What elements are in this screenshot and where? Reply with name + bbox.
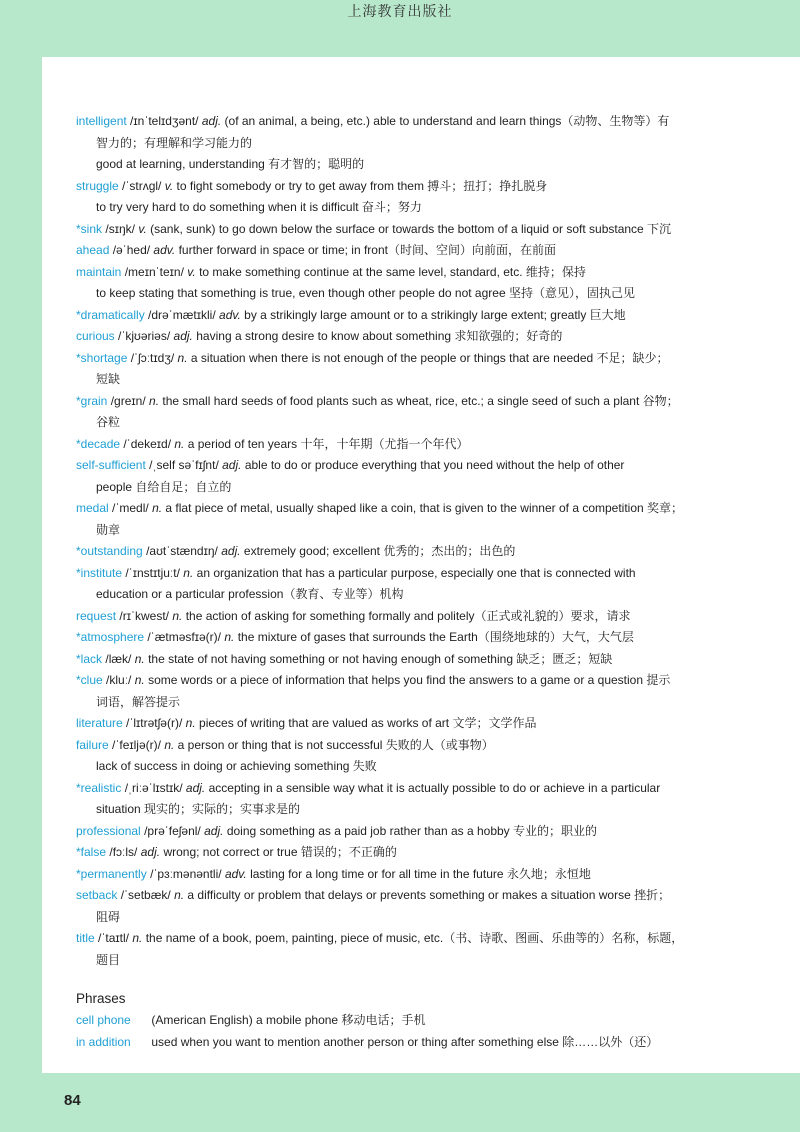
vocab-entry bbox=[76, 649, 716, 671]
definition-text: a period of ten years 十年，十年期（尤指一个年代） bbox=[187, 436, 469, 451]
entry-first-line bbox=[76, 434, 716, 456]
entry-first-line bbox=[76, 842, 716, 864]
entry-continuation-line bbox=[76, 283, 716, 305]
part-of-speech: adv. bbox=[153, 243, 176, 257]
entry-first-line bbox=[76, 563, 716, 585]
part-of-speech: n. bbox=[174, 888, 185, 902]
headword: *realistic bbox=[76, 780, 122, 795]
entry-continuation-line bbox=[76, 799, 716, 821]
headword: medal bbox=[76, 501, 109, 515]
definition-text: wrong; not correct or true 错误的；不正确的 bbox=[163, 845, 397, 859]
entry-continuation-line bbox=[76, 692, 716, 714]
entry-first-line bbox=[76, 240, 716, 262]
vocab-entry bbox=[76, 778, 716, 821]
part-of-speech: n. bbox=[152, 501, 163, 515]
entry-continuation-line bbox=[76, 197, 716, 219]
entry-first-line bbox=[76, 176, 716, 198]
phonetic: /ˈmedl/ bbox=[112, 501, 149, 515]
part-of-speech: n. bbox=[224, 630, 235, 644]
vocab-entry bbox=[76, 262, 716, 305]
vocab-entry bbox=[76, 885, 716, 928]
phonetic: /ˈætməsfɪə(r)/ bbox=[147, 630, 221, 644]
definition-text: lack of success in doing or achieving something 失败 bbox=[96, 759, 377, 773]
phonetic: /ˈstrʌɡl/ bbox=[122, 178, 162, 193]
entry-continuation-line bbox=[76, 520, 716, 542]
vocab-entry bbox=[76, 670, 716, 713]
part-of-speech: v. bbox=[138, 221, 147, 236]
vocab-entry bbox=[76, 176, 716, 219]
page-number: 84 bbox=[64, 1092, 81, 1109]
entry-first-line bbox=[76, 455, 716, 477]
headword: literature bbox=[76, 716, 123, 730]
vocabulary-list bbox=[76, 111, 716, 971]
part-of-speech: n. bbox=[177, 350, 188, 365]
headword: *shortage bbox=[76, 350, 128, 365]
entry-first-line bbox=[76, 305, 716, 327]
headword: maintain bbox=[76, 264, 122, 279]
definition-text: the small hard seeds of food plants such as wheat, rice, etc.; a single seed of such a plant 谷物； bbox=[162, 393, 679, 408]
headword: *atmosphere bbox=[76, 630, 145, 644]
definition-text: having a strong desire to know about something 求知欲强的；好奇的 bbox=[196, 329, 563, 343]
part-of-speech: n. bbox=[132, 931, 143, 945]
headword: title bbox=[76, 931, 95, 945]
definition-text: situation 现实的；实际的；实事求是的 bbox=[96, 802, 301, 816]
vocab-entry bbox=[76, 240, 716, 262]
definition-text: further forward in space or time; in front（时间、空间）向前面，在前面 bbox=[178, 243, 556, 257]
phonetic: /aʊtˈstændɪŋ/ bbox=[146, 544, 218, 558]
phrase-definition: (American English) a mobile phone 移动电话；手机 bbox=[151, 1013, 426, 1027]
vocab-entry bbox=[76, 305, 716, 327]
phonetic: /ˈtaɪtl/ bbox=[98, 931, 129, 945]
phonetic: /drəˈmætɪkli/ bbox=[148, 307, 216, 322]
phonetic: /əˈhed/ bbox=[112, 243, 151, 257]
headword: *false bbox=[76, 845, 107, 859]
vocab-entry bbox=[76, 627, 716, 649]
phonetic: /ˈdekeɪd/ bbox=[123, 436, 172, 451]
entry-continuation-line bbox=[76, 584, 716, 606]
part-of-speech: n. bbox=[164, 737, 175, 752]
part-of-speech: adj. bbox=[222, 458, 242, 472]
definition-text: some words or a piece of information that helps you find the answers to a game or a question 提示 bbox=[148, 673, 671, 687]
entry-first-line bbox=[76, 928, 716, 950]
part-of-speech: n. bbox=[149, 393, 160, 408]
headword: *dramatically bbox=[76, 307, 145, 322]
definition-text: the name of a book, poem, painting, piece of music, etc.（书、诗歌、图画、乐曲等的）名称，标题， bbox=[145, 931, 684, 945]
definition-text: extremely good; excellent 优秀的；杰出的；出色的 bbox=[243, 544, 516, 558]
vocab-entry bbox=[76, 111, 716, 176]
entry-first-line bbox=[76, 326, 716, 348]
part-of-speech: adj. bbox=[204, 823, 224, 838]
headword: *permanently bbox=[76, 866, 147, 881]
vocab-entry bbox=[76, 735, 716, 778]
definition-text: 阻碍 bbox=[96, 909, 121, 924]
entry-first-line bbox=[76, 735, 716, 757]
publisher-header: 上海教育出版社 bbox=[347, 4, 453, 20]
phonetic: /ˈɪnstɪtjuːt/ bbox=[125, 565, 180, 580]
definition-text: 勋章 bbox=[96, 522, 121, 537]
part-of-speech: n. bbox=[172, 608, 183, 623]
entry-continuation-line bbox=[76, 950, 716, 972]
phrase-item bbox=[76, 1032, 716, 1054]
headword: ahead bbox=[76, 243, 110, 257]
phonetic: /fɔːls/ bbox=[109, 845, 138, 859]
vocab-entry bbox=[76, 821, 716, 843]
phonetic: /ˈkjʊəriəs/ bbox=[118, 329, 171, 343]
vocab-entry bbox=[76, 434, 716, 456]
entry-first-line bbox=[76, 391, 716, 413]
vocab-entry bbox=[76, 326, 716, 348]
entry-first-line bbox=[76, 670, 716, 692]
entry-first-line bbox=[76, 713, 716, 735]
entry-first-line bbox=[76, 649, 716, 671]
definition-text: a situation when there is not enough of the people or things that are needed 不足；缺少； bbox=[190, 350, 669, 365]
definition-text: lasting for a long time or for all time in the future 永久地；永恒地 bbox=[250, 866, 591, 881]
headword: *lack bbox=[76, 651, 103, 666]
headword: struggle bbox=[76, 178, 119, 193]
entry-continuation-line bbox=[76, 412, 716, 434]
part-of-speech: n. bbox=[185, 716, 196, 730]
phonetic: /sɪŋk/ bbox=[105, 221, 135, 236]
entry-first-line bbox=[76, 885, 716, 907]
headword: *grain bbox=[76, 393, 108, 408]
part-of-speech: adj. bbox=[173, 329, 193, 343]
vocab-entry bbox=[76, 606, 716, 628]
vocab-entry bbox=[76, 498, 716, 541]
part-of-speech: n. bbox=[174, 436, 185, 451]
phrase-term: cell phone bbox=[76, 1013, 131, 1027]
entry-continuation-line bbox=[76, 154, 716, 176]
entry-first-line bbox=[76, 498, 716, 520]
definition-text: the mixture of gases that surrounds the Earth（围绕地球的）大气，大气层 bbox=[237, 630, 634, 644]
vocab-entry bbox=[76, 348, 716, 391]
part-of-speech: n. bbox=[183, 565, 194, 580]
definition-text: education or a particular profession（教育、专业等）机构 bbox=[96, 587, 404, 601]
entry-first-line bbox=[76, 541, 716, 563]
part-of-speech: adj. bbox=[185, 780, 206, 795]
definition-text: an organization that has a particular purpose, especially one that is connected with bbox=[196, 565, 636, 580]
definition-text: by a strikingly large amount or to a strikingly large extent; greatly 巨大地 bbox=[244, 307, 626, 322]
vocab-entry bbox=[76, 842, 716, 864]
entry-first-line bbox=[76, 627, 716, 649]
part-of-speech: adv. bbox=[219, 307, 241, 322]
entry-first-line bbox=[76, 348, 716, 370]
entry-first-line bbox=[76, 864, 716, 886]
definition-text: doing something as a paid job rather than as a hobby 专业的；职业的 bbox=[226, 823, 598, 838]
entry-first-line bbox=[76, 111, 716, 133]
entry-continuation-line bbox=[76, 477, 716, 499]
headword: *clue bbox=[76, 673, 103, 687]
vocab-entry bbox=[76, 864, 716, 886]
part-of-speech: adv. bbox=[224, 866, 247, 881]
definition-text: to make something continue at the same level, standard, etc. 维持；保持 bbox=[199, 264, 586, 279]
phonetic: /ˌself səˈfɪʃnt/ bbox=[149, 458, 219, 472]
phonetic: /meɪnˈteɪn/ bbox=[124, 264, 184, 279]
part-of-speech: adj. bbox=[221, 544, 241, 558]
definition-text: the action of asking for something formally and politely（正式或礼貌的）要求，请求 bbox=[185, 608, 631, 623]
entry-continuation-line bbox=[76, 756, 716, 778]
headword: setback bbox=[76, 888, 118, 902]
entry-first-line bbox=[76, 262, 716, 284]
definition-text: a person or thing that is not successful 失败的人（或事物） bbox=[177, 737, 494, 752]
entry-first-line bbox=[76, 778, 716, 800]
vocab-entry bbox=[76, 928, 716, 971]
part-of-speech: adj. bbox=[201, 114, 222, 128]
headword: request bbox=[76, 608, 117, 623]
definition-text: able to do or produce everything that you need without the help of other bbox=[244, 458, 625, 472]
phonetic: /ˈfeɪljə(r)/ bbox=[112, 737, 161, 752]
phonetic: /rɪˈkwest/ bbox=[119, 608, 169, 623]
entry-first-line bbox=[76, 219, 716, 241]
entry-first-line bbox=[76, 606, 716, 628]
definition-text: to try very hard to do something when it is difficult 奋斗；努力 bbox=[96, 200, 422, 214]
phonetic: /ɪnˈtelɪdʒənt/ bbox=[130, 114, 199, 128]
headword: failure bbox=[76, 737, 109, 752]
phonetic: /ˈlɪtrətʃə(r)/ bbox=[126, 716, 183, 730]
entry-continuation-line bbox=[76, 133, 716, 155]
vocab-entry bbox=[76, 219, 716, 241]
part-of-speech: v. bbox=[187, 264, 196, 279]
definition-text: 题目 bbox=[96, 952, 121, 967]
definition-text: accepting in a sensible way what it is actually possible to do or achieve in a particular bbox=[208, 780, 661, 795]
vocab-entry bbox=[76, 455, 716, 498]
entry-continuation-line bbox=[76, 907, 716, 929]
headword: professional bbox=[76, 823, 141, 838]
definition-text: 智力的；有理解和学习能力的 bbox=[96, 135, 253, 150]
definition-text: a flat piece of metal, usually shaped like a coin, that is given to the winner of a competition 奖章； bbox=[165, 501, 684, 515]
phrases-title: Phrases bbox=[76, 991, 126, 1006]
definition-text: pieces of writing that are valued as works of art 文学；文学作品 bbox=[199, 716, 537, 730]
phonetic: /ɡreɪn/ bbox=[110, 393, 146, 408]
headword: intelligent bbox=[76, 114, 127, 128]
phrase-item bbox=[76, 1010, 716, 1032]
phonetic: /ˈsetbæk/ bbox=[120, 888, 171, 902]
definition-text: good at learning, understanding 有才智的；聪明的 bbox=[96, 157, 365, 171]
entry-first-line bbox=[76, 821, 716, 843]
definition-text: (of an animal, a being, etc.) able to understand and learn things（动物、生物等）有 bbox=[224, 114, 670, 128]
definition-text: a difficulty or problem that delays or prevents something or makes a situation worse 挫折； bbox=[187, 888, 671, 902]
definition-text: 词语，解答提示 bbox=[96, 694, 181, 709]
phonetic: /kluː/ bbox=[106, 673, 132, 687]
part-of-speech: v. bbox=[164, 178, 174, 193]
definition-text: to keep stating that something is true, even though other people do not agree 坚持（意见），固执己见 bbox=[96, 286, 635, 300]
definition-text: the state of not having something or not having enough of something 缺乏；匮乏；短缺 bbox=[148, 651, 613, 666]
part-of-speech: n. bbox=[134, 651, 145, 666]
definition-text: (sank, sunk) to go down below the surface or towards the bottom of a liquid or soft substance 下沉 bbox=[150, 221, 672, 236]
phonetic: /ˈpɜːmənəntli/ bbox=[150, 866, 222, 881]
part-of-speech: n. bbox=[134, 673, 145, 687]
part-of-speech: adj. bbox=[140, 845, 161, 859]
headword: self-sufficient bbox=[76, 458, 146, 472]
headword: *outstanding bbox=[76, 544, 143, 558]
headword: curious bbox=[76, 329, 115, 343]
headword: *sink bbox=[76, 221, 103, 236]
definition-text: people 自给自足；自立的 bbox=[96, 479, 232, 494]
phrases-section bbox=[76, 988, 716, 1053]
headword: *institute bbox=[76, 565, 123, 580]
phonetic: /ˌriːəˈlɪstɪk/ bbox=[124, 780, 183, 795]
entry-continuation-line bbox=[76, 369, 716, 391]
headword: *decade bbox=[76, 436, 121, 451]
vocab-entry bbox=[76, 541, 716, 563]
vocab-entry bbox=[76, 563, 716, 606]
phrase-definition: used when you want to mention another person or thing after something else 除……以外（还） bbox=[151, 1034, 659, 1049]
definition-text: 短缺 bbox=[96, 372, 121, 386]
definition-text: 谷粒 bbox=[96, 415, 121, 429]
phrase-term: in addition bbox=[76, 1034, 131, 1049]
phonetic: /ˈʃɔːtɪdʒ/ bbox=[130, 350, 175, 365]
vocab-entry bbox=[76, 391, 716, 434]
vocab-entry bbox=[76, 713, 716, 735]
phonetic: /læk/ bbox=[105, 651, 132, 666]
definition-text: to fight somebody or try to get away from them 搏斗；扭打；挣扎脱身 bbox=[176, 178, 548, 193]
phonetic: /prəˈfeʃənl/ bbox=[144, 823, 201, 838]
